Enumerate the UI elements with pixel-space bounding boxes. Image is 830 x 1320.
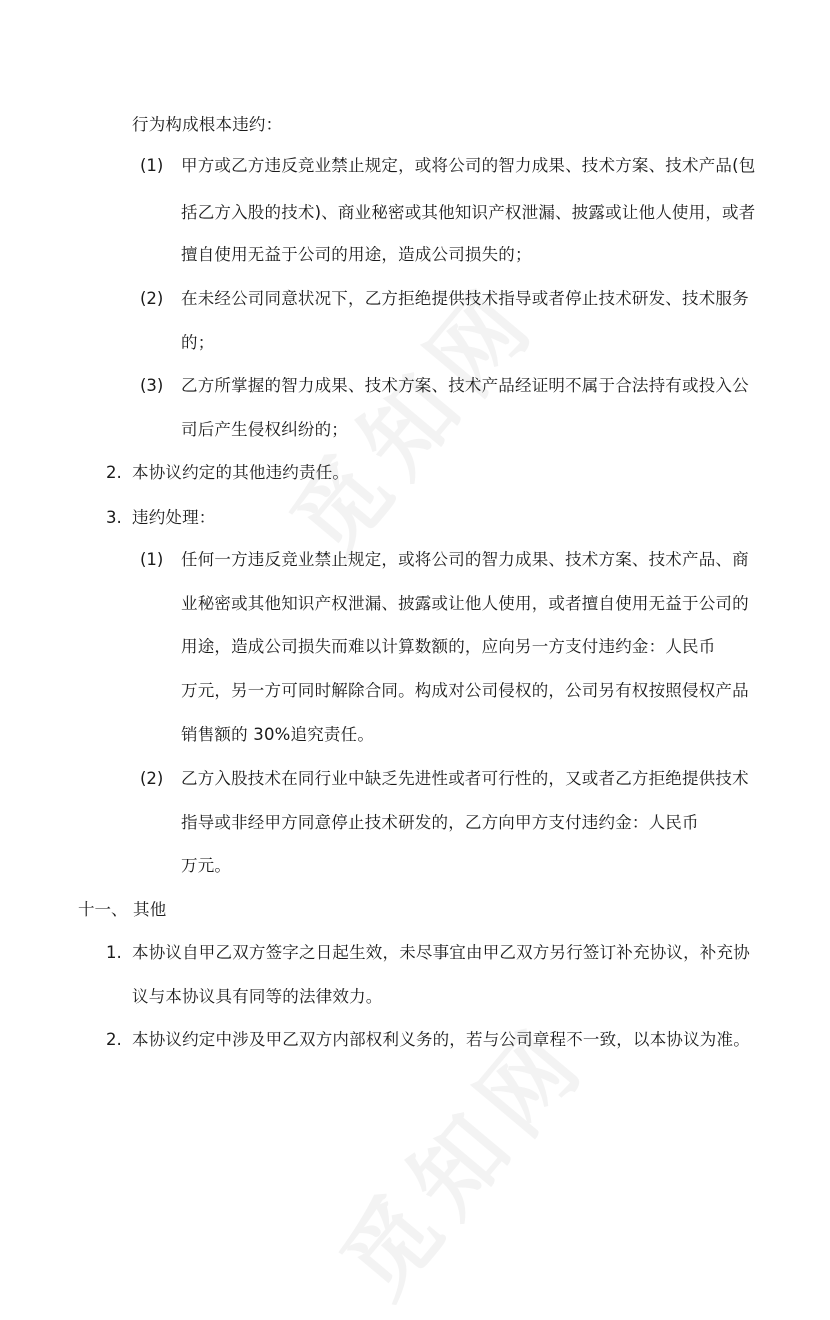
intro-text: 行为构成根本违约： (132, 115, 283, 134)
list-item-line: 销售额的 30%追究责任。 (181, 725, 375, 744)
list-item-number: 2. (106, 1030, 122, 1049)
list-item-line: 本协议自甲乙双方签字之日起生效，未尽事宜由甲乙双方另行签订补充协议，补充协 (132, 943, 750, 962)
list-item-line: 擅自使用无益于公司的用途，造成公司损失的； (181, 245, 532, 264)
list-item-number: (2) (140, 769, 164, 788)
list-item-line: 用途，造成公司损失而难以计算数额的，应向另一方支付违约金：人民币 (181, 637, 716, 656)
list-item-line: 万元。 (181, 856, 232, 875)
list-item-line: 本协议约定中涉及甲乙双方内部权利义务的，若与公司章程不一致，以本协议为准。 (132, 1030, 750, 1049)
list-item-number: (2) (140, 289, 164, 308)
list-item-line: 在未经公司同意状况下，乙方拒绝提供技术指导或者停止技术研发、技术服务 (181, 289, 749, 308)
list-item-line: 乙方入股技术在同行业中缺乏先进性或者可行性的，又或者乙方拒绝提供技术 (181, 769, 749, 788)
list-item-line: 议与本协议具有同等的法律效力。 (132, 987, 383, 1006)
section-number: 十一、 (78, 900, 128, 919)
list-item-line: 的； (181, 333, 215, 352)
list-item-number: 2. (106, 463, 122, 482)
list-item-line: 乙方所掌握的智力成果、技术方案、技术产品经证明不属于合法持有或投入公 (181, 376, 749, 395)
list-item-line: 万元，另一方可同时解除合同。构成对公司侵权的，公司另有权按照侵权产品 (181, 681, 749, 700)
list-item-text: 违约处理： (132, 508, 216, 527)
list-item-number: (3) (140, 376, 164, 395)
list-item-line: 业秘密或其他知识产权泄漏、披露或让他人使用，或者擅自使用无益于公司的 (181, 594, 749, 613)
list-item-line: 司后产生侵权纠纷的； (181, 420, 348, 439)
list-item-line: 任何一方违反竞业禁止规定，或将公司的智力成果、技术方案、技术产品、商 (181, 550, 749, 569)
list-item-text: 本协议约定的其他违约责任。 (132, 463, 350, 482)
list-item-line: 甲方或乙方违反竞业禁止规定，或将公司的智力成果、技术方案、技术产品(包 (181, 156, 756, 175)
list-item-number: (1) (140, 550, 164, 569)
list-item-line: 指导或非经甲方同意停止技术研发的，乙方向甲方支付违约金：人民币 (181, 813, 699, 832)
list-item-number: 1. (106, 943, 122, 962)
list-item-line: 括乙方入股的技术)、商业秘密或其他知识产权泄漏、披露或让他人使用，或者 (181, 203, 756, 222)
list-item-number: 3. (106, 508, 122, 527)
list-item-number: (1) (140, 156, 164, 175)
section-title: 其他 (133, 900, 167, 919)
